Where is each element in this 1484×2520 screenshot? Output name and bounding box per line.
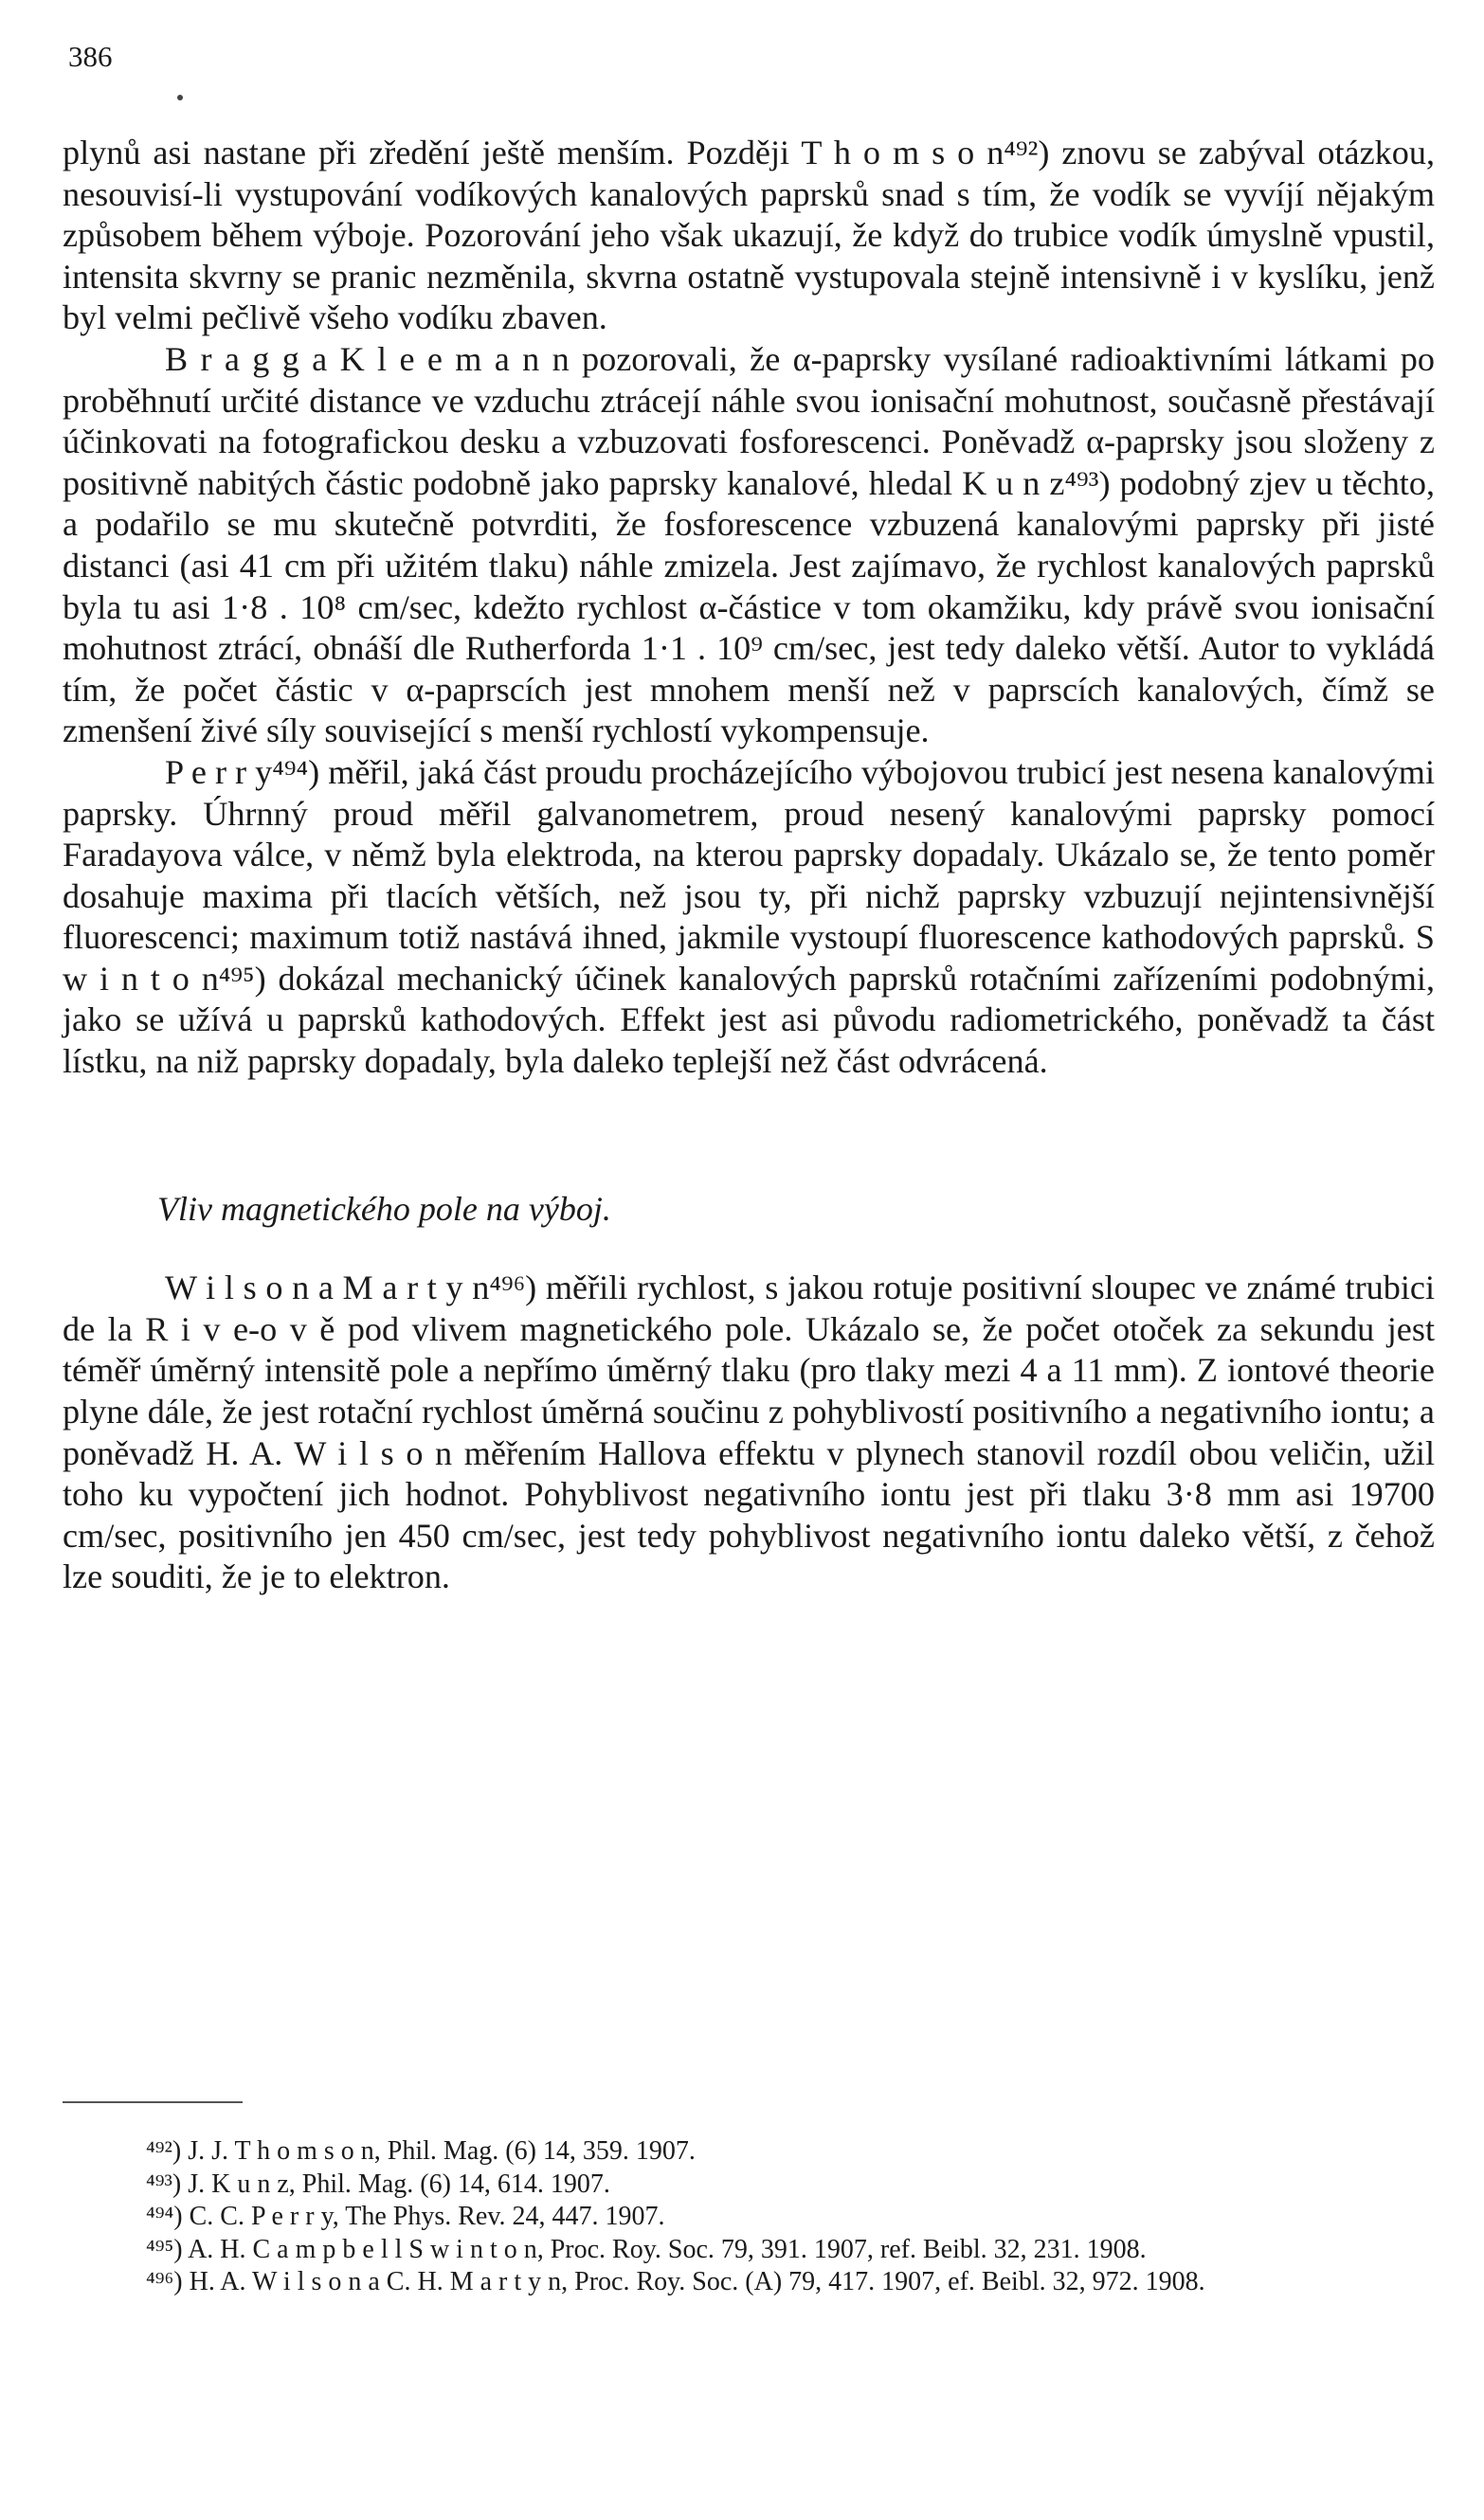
footnote: ⁴⁹⁶) H. A. W i l s o n a C. H. M a r t y n, Proc. Roy. Soc. (A) 79, 417. 1907, ef. Beibl. 32, 972. 1908. [146,2267,1205,2296]
paragraph: W i l s o n a M a r t y n⁴⁹⁶) měřili rychlost, s jakou rotuje positivní sloupec ve známé trubici de la R i v e-o v ě pod vlivem magnetického pole. Ukázalo se, že počet otoček za sekundu jest téměř úměrný intensitě pole a nepřímo úměrný tlaku (pro tlaky mezi 4 a 11 mm). Z iontové theorie plyne dále, že jest rotační rychlost úměrná součinu z pohyblivostí positivního a negativního iontu; a poněvadž H. A. W i l s o n měřením Hallova effektu v plynech stanovil rozdíl obou veličin, užil toho ku vypočtení jich hodnot. Pohyblivost negativního iontu jest při tlaku 3·8 mm asi 19700 cm/sec, positivního jen 450 cm/sec, jest tedy pohyblivost negativního iontu daleko větší, z čehož lze souditi, že je to elektron. [63,1269,1435,1596]
paragraph: plynů asi nastane při zředění ještě menším. Později T h o m s o n⁴⁹²) znovu se zabýval otázkou, nesouvisí-li vystupování vodíkových kanalových paprsků snad s tím, že vodík se vyvíjí nějakým způsobem během výboje. Pozorování jeho však ukazují, že když do trubice vodík úmyslně vpustil, intensita skvrny se pranic nezměnila, skvrna ostatně vystupovala stejně intensivně i v kyslíku, jenž byl velmi pečlivě všeho vodíku zbaven. [63,134,1435,337]
section-heading: Vliv magnetického pole na výboj. [157,1189,611,1228]
page-number: 386 [68,40,113,73]
footnote: ⁴⁹⁵) A. H. C a m p b e l l S w i n t o n, Proc. Roy. Soc. 79, 391. 1907, ref. Beibl. 32, 231. 1908. [146,2234,1147,2264]
footnote: ⁴⁹²) J. J. T h o m s o n, Phil. Mag. (6) 14, 359. 1907. [146,2136,696,2166]
footnote: ⁴⁹³) J. K u n z, Phil. Mag. (6) 14, 614. 1907. [146,2169,610,2199]
paragraph: B r a g g a K l e e m a n n pozorovali, že α-paprsky vysílané radioaktivními látkami po proběhnutí určité distance ve vzduchu ztrácejí náhle svou ionisační mohutnost, současně přestávají účinkovati na fotografickou desku a vzbuzovati fosforescenci. Poněvadž α-paprsky jsou složeny z positivně nabitých částic podobně jako paprsky kanalové, hledal K u n z⁴⁹³) podobný zjev u těchto, a podařilo se mu skutečně potvrditi, že fosforescence vzbuzená kanalovými paprsky při jisté distanci (asi 41 cm při užitém tlaku) náhle zmizela. Jest zajímavo, že rychlost kanalových paprsků byla tu asi 1·8 . 10⁸ cm/sec, kdežto rychlost α-částice v tom okamžiku, kdy právě svou ionisační mohutnost ztrácí, obnáší dle Rutherforda 1·1 . 10⁹ cm/sec, jest tedy daleko větší. Autor to vykládá tím, že počet částic v α-paprscích jest mnohem menší než v paprscích kanalových, čímž se zmenšení živé síly související s menší rychlostí vykompensuje. [63,339,1435,750]
print-speck [177,95,183,100]
footnotes [63,2135,1435,2299]
footnote: ⁴⁹⁴) C. C. P e r r y, The Phys. Rev. 24, 447. 1907. [146,2202,665,2231]
main-text [63,133,1435,1598]
footnote-rule [63,2101,243,2103]
paragraph: P e r r y⁴⁹⁴) měřil, jaká část proudu procházejícího výbojovou trubicí jest nesena kanalovými paprsky. Úhrnný proud měřil galvanometrem, proud nesený kanalovými paprsky pomocí Faradayova válce, v němž byla elektroda, na kterou paprsky dopadaly. Ukázalo se, že tento poměr dosahuje maxima při tlacích větších, než jsou ty, při nichž paprsky vzbuzují nejintensivnější fluorescenci; maximum totiž nastává ihned, jakmile vystoupí fluorescence kathodových paprsků. S w i n t o n⁴⁹⁵) dokázal mechanický účinek kanalových paprsků rotačními zařízeními podobnými, jako se užívá u paprsků kathodových. Effekt jest asi původu radiometrického, poněvadž ta část lístku, na niž paprsky dopadaly, byla daleko teplejší než část odvrácená. [63,752,1435,1081]
